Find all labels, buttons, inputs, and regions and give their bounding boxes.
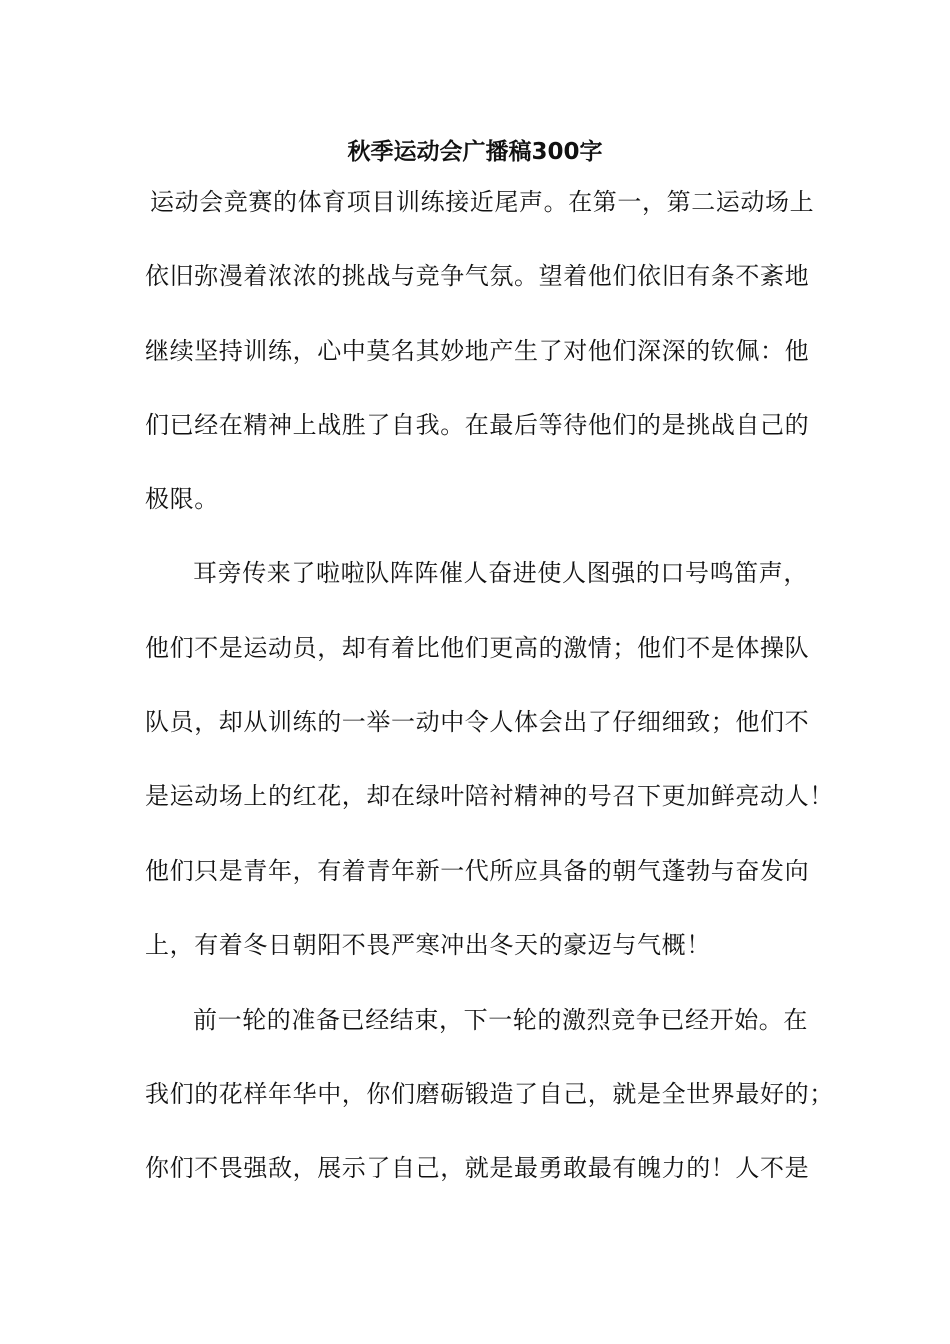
paragraph-line: 你们不畏强敌，展示了自己，就是最勇敢最有魄力的！人不是 bbox=[145, 1154, 810, 1182]
paragraph-line: 们已经在精神上战胜了自我。在最后等待他们的是挑战自己的 bbox=[145, 411, 810, 439]
paragraph-line: 队员，却从训练的一举一动中令人体会出了仔细细致；他们不 bbox=[145, 708, 810, 736]
paragraph-line: 继续坚持训练，心中莫名其妙地产生了对他们深深的钦佩：他 bbox=[145, 337, 810, 365]
paragraph-line: 是运动场上的红花，却在绿叶陪衬精神的号召下更加鲜亮动人！ bbox=[145, 782, 834, 810]
paragraph-line: 依旧弥漫着浓浓的挑战与竞争气氛。望着他们依旧有条不紊地 bbox=[145, 262, 810, 290]
document-title: 秋季运动会广播稿300字 bbox=[347, 139, 603, 165]
paragraph-line: 极限。 bbox=[145, 485, 219, 513]
paragraph-line: 前一轮的准备已经结束，下一轮的激烈竞争已经开始。在 bbox=[193, 1006, 808, 1034]
paragraph-line: 他们只是青年，有着青年新一代所应具备的朝气蓬勃与奋发向 bbox=[145, 857, 810, 885]
paragraph-line: 他们不是运动员，却有着比他们更高的激情；他们不是体操队 bbox=[145, 634, 810, 662]
paragraph-line: 我们的花样年华中，你们磨砺锻造了自己，就是全世界最好的； bbox=[145, 1080, 834, 1108]
paragraph-line: 运动会竞赛的体育项目训练接近尾声。在第一，第二运动场上 bbox=[150, 188, 815, 216]
paragraph-line: 耳旁传来了啦啦队阵阵催人奋进使人图强的口号鸣笛声， bbox=[193, 559, 808, 587]
paragraph-line: 上，有着冬日朝阳不畏严寒冲出冬天的豪迈与气概！ bbox=[145, 931, 711, 959]
